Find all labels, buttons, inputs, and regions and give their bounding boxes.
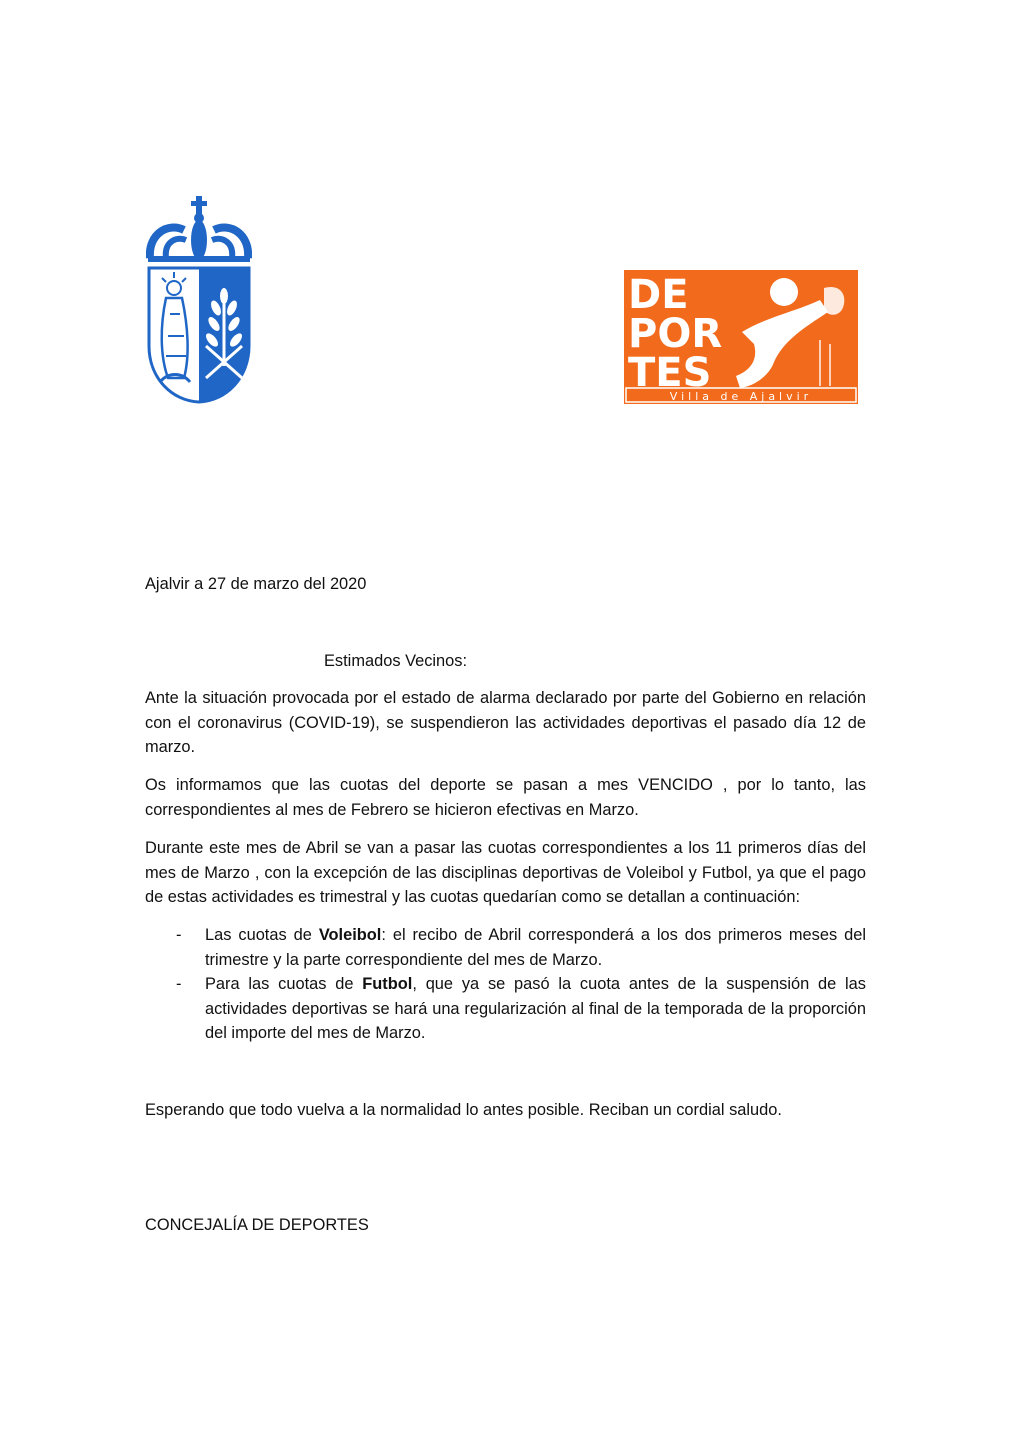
- bullet-dash: -: [176, 926, 182, 944]
- list-item: [145, 972, 866, 1046]
- logo-word-3: TES: [628, 350, 712, 396]
- logo-tagline: Villa de Ajalvir: [669, 390, 813, 403]
- list-item-text-after: : el recibo de Abril corresponderá a los dos primeros meses del trimestre y la parte correspondiente del mes de Marzo.: [205, 926, 866, 969]
- paragraph-1: Ante la situación provocada por el estado de alarma declarado por parte del Gobierno en relación con el coronavirus (COVID-19), se suspendieron las actividades deportivas el pasado día 12 de marzo.: [145, 689, 866, 756]
- paragraph-3: Durante este mes de Abril se van a pasar las cuotas correspondientes a los 11 primeros días del mes de Marzo , con la excepción de las disciplinas deportivas de Voleibol y Futbol, ya que el pago de estas actividades es trimestral y las cuotas quedarían como se detallan a continuación:: [145, 839, 866, 906]
- paragraph-2: Os informamos que las cuotas del deporte se pasan a mes VENCIDO , por lo tanto, las correspondientes al mes de Febrero se hicieron efectivas en Marzo.: [145, 776, 866, 819]
- logo-word-2: POR: [628, 311, 723, 357]
- logo-word-1: DE: [628, 272, 689, 318]
- letter-closing: Esperando que todo vuelva a la normalidad lo antes posible. Reciban un cordial saludo.: [145, 1101, 782, 1119]
- bullet-dash: -: [176, 975, 182, 993]
- letter-date: Ajalvir a 27 de marzo del 2020: [145, 575, 367, 593]
- list-item: [145, 923, 866, 972]
- list-item-text-before: Las cuotas de: [205, 926, 319, 944]
- deportes-logo: [624, 270, 858, 404]
- letter-greeting: Estimados Vecinos:: [324, 652, 468, 670]
- list-item-text-after: , que ya se pasó la cuota antes de la suspensión de las actividades deportivas se hará una regularización al final de la temporada de la proporción del importe del mes de Marzo.: [205, 975, 866, 1042]
- coat-of-arms-logo: [146, 196, 252, 404]
- list-item-bold: Voleibol: [318, 926, 382, 944]
- list-item-text-before: Para las cuotas de: [205, 975, 363, 993]
- fee-details-list: [145, 923, 866, 1046]
- letter-signature: CONCEJALÍA DE DEPORTES: [145, 1216, 369, 1234]
- list-item-bold: Futbol: [362, 975, 413, 993]
- deportes-logo-graphic: [624, 270, 858, 404]
